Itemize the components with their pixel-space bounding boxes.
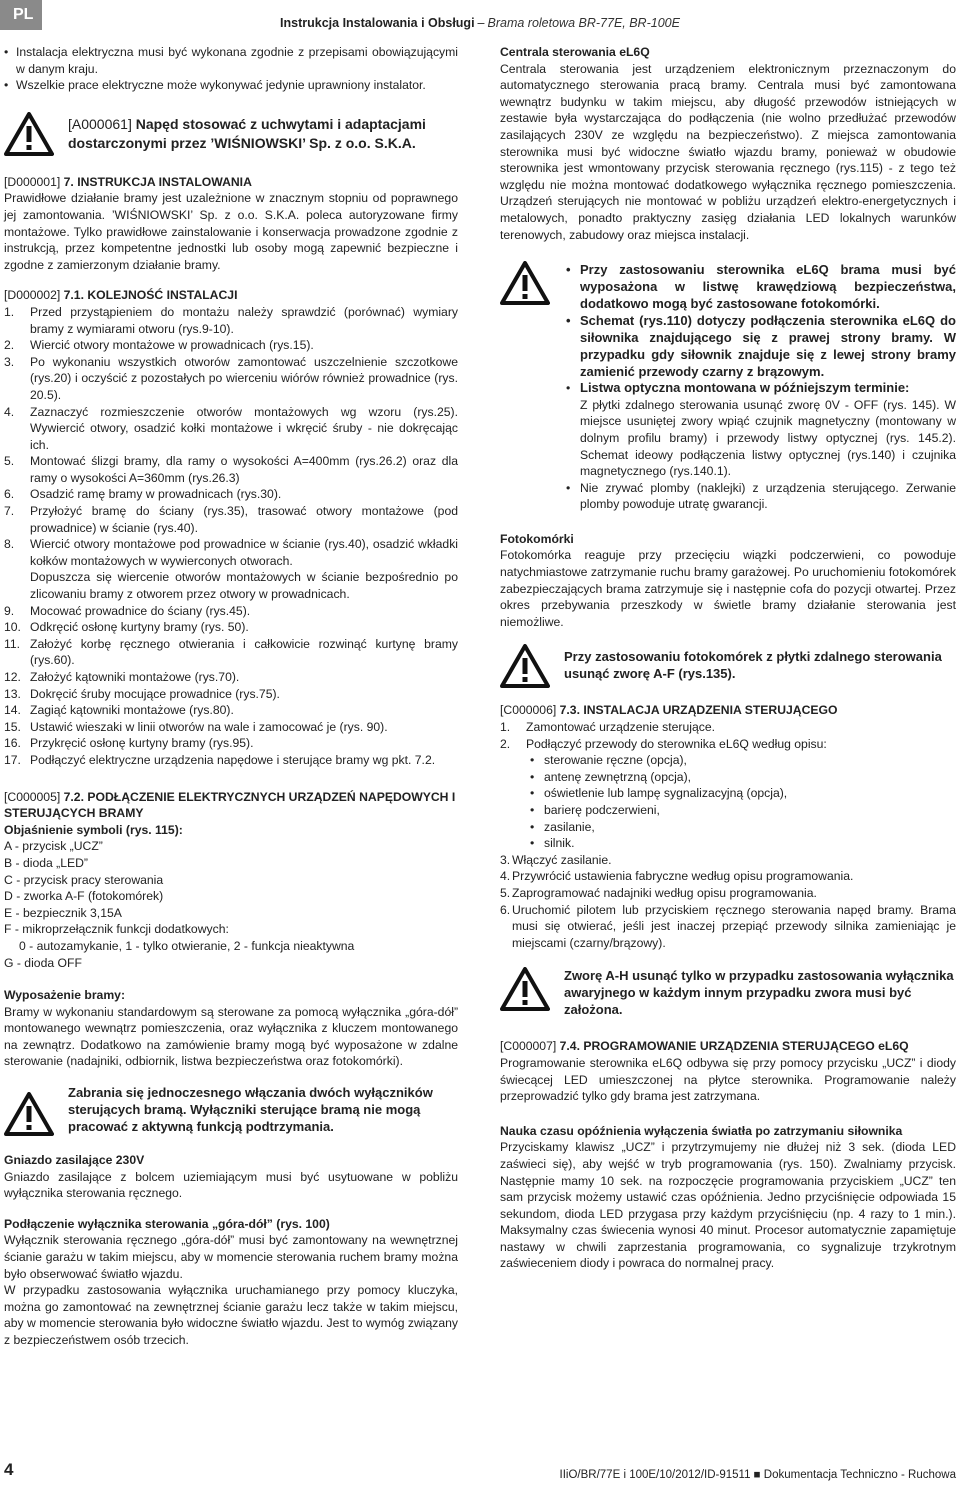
wiring-list xyxy=(526,752,956,852)
section-title: 7. INSTRUKCJA INSTALOWANIA xyxy=(63,174,252,189)
step-item: 2. Podłączyć przewody do sterownika eL6Q według opisu: • sterowanie ręczne (opcja), • antenę zewnętrzną (opcja), • oświetlenie lub lampę sygnalizacyjną (opcja), • barierę podczerwieni, • zasilanie, • silnik. xyxy=(500,736,956,852)
step-item: 6. Osadzić ramę bramy w prowadnicach (rys.30). xyxy=(4,487,282,502)
photocells-body: Fotokomórka reaguje przy przecięciu wiązki podczerwieni, co powoduje natychmiastowe zatrzymanie ruchu bramy garażowej. Po uruchomieniu fotokomórek zabezpieczających brama zatrzymuje się i następnie cofa do pozycji otwartej. Przez okres przebywania przeszkody w świetle bramy działanie sterowania jest niemożliwe. xyxy=(500,548,956,629)
section-title: 7.1. KOLEJNOŚĆ INSTALACJI xyxy=(63,288,238,303)
section-code: [D000002] xyxy=(4,288,64,303)
footer-doc-id: IIiO/BR/77E i 100E/10/2012/ID-91511 ■ Dokumentacja Techniczno - Ruchowa xyxy=(559,1469,956,1481)
step-item: 4. Przywrócić ustawienia fabryczne według opisu programowania. xyxy=(500,869,854,884)
photocells-section xyxy=(500,531,956,631)
learn-delay-body: Przyciskamy klawisz „UCZ” i przytrzymujemy nie dłużej niż 3 sek. (dioda LED zaświeci się), aby wejść w tryb programowania (rys. 150). Zwalniamy przycisk. Następnie mamy 10 sek. na rozpoczęcie programowania przyciskiem „UCZ” ten sam przycisk możemy ustawić czas opóźnienia. Jedno przyciśnięcie odpowiada 15 sekundom, dioda LED przygasa przy każdym przyciśnięciu (np. 4 razy to 1 min.). Maksymalny czas świecenia wynosi 40 minut. Procesor automatycznie zapamiętuje nastawy w chwili zaprzestania programowania, co sygnalizuje trzykrotnym zaświeceniem diody i powraca do normalnej pracy. xyxy=(500,1140,956,1271)
symbol-item: B - dioda „LED” xyxy=(4,855,88,870)
step-item: 3. Włączyć zasilanie. xyxy=(500,852,612,867)
step-item: 8. Wiercić otwory montażowe pod prowadnice w ścianie (rys.40), osadzić wkładki kołków montażowych w wywierconych otworach. Dopuszcza się wiercenie otworów montażowych w ścianie bezpośrednio po zlicowaniu bramy z otworem przez otwory w prowadnicach. xyxy=(4,537,458,602)
learn-delay-section xyxy=(500,1123,956,1272)
socket-body: Gniazdo zasilające z bolcem uziemiającym musi być usytuowane w pobliżu wyłącznika sterowania ręcznego. xyxy=(4,1169,458,1201)
section-7-3 xyxy=(500,702,956,951)
section-body: Prawidłowe działanie bramy jest uzależnione w znacznym stopniu od poprawnego jej zamontowania. ’WIŚNIOWSKI’ Sp. z o.o. S.K.A. poleca autoryzowane firmy montażowe. Tylko prawidłowe zainstalowanie i konserwacja prowadzone zgodnie z instrukcją, przez kompetentne jednostki lub osoby mogą zapewnić bezpieczne i zgodne z zamierzonym działanie bramy. xyxy=(4,191,458,272)
step-item: 15. Ustawić wieszaki w linii otworów na wale i zamocować je (rys. 90). xyxy=(4,719,388,734)
section-7 xyxy=(4,174,458,274)
warning-box-ah xyxy=(500,967,956,1018)
central-section xyxy=(500,44,956,243)
header-title: Instrukcja Instalowania i Obsługi xyxy=(280,16,475,30)
warning-box-a000061 xyxy=(4,112,458,156)
warning-box-photocells xyxy=(500,644,956,688)
left-column xyxy=(4,44,458,1349)
central-body: Centrala sterowania jest urządzeniem elektronicznym przeznaczonym do automatycznego sterowania pracą bramy. Centrala musi być zamontowana wewnątrz budynku w takim miejscu, aby długość przewodów istniejących w zestawie była wystarczająca do podłączenia (nie wolno przedłużać przewodów zasilających 230V ze względu na bezpieczeństwo). Z miejsca zamontowania sterownika musi być widoczne światło wjazdu bramy, ponieważ w obudowie sterownika jest wmontowany przycisk sterowania ręcznego (rys.115) - z tego też względu nie można montować dodatkowego wyłącznika ręcznego pomieszczenia. Urządzeń sterujących nie montować w pobliżu urządzeń elektro-energetycznych i metalowych, ponadto praktyczny zasięg działania LED lokalnych warunków terenowych, zabudowy oraz miejsca instalacji. xyxy=(500,61,956,242)
step-item: 3. Po wykonaniu wszystkich otworów zamontować uszczelnienie szczotkowe (rys.20) i oczyścić z pozostałych po wierceniu wiórów również prowadnice (rys. 20.5). xyxy=(4,354,458,402)
step-item: 17. Podłączyć elektryczne urządzenia napędowe i sterujące bramy wg pkt. 7.2. xyxy=(4,752,436,767)
wiring-item: • barierę podczerwieni, xyxy=(530,802,956,819)
symbol-item: D - zworka A-F (fotokomórek) xyxy=(4,889,164,904)
step-item: 7. Przyłożyć bramę do ściany (rys.35), trasować otwory montażowe (pod prowadnice) w ścianie (rys.40). xyxy=(4,504,458,535)
socket-title: Gniazdo zasilające 230V xyxy=(4,1153,145,1168)
symbols-list xyxy=(4,838,458,971)
section-code: [D000001] xyxy=(4,174,64,189)
section-code: [C000006] xyxy=(500,703,560,718)
header-separator: – xyxy=(477,16,485,30)
install-steps xyxy=(4,304,458,769)
step-item: 9. Mocować prowadnice do ściany (rys.45). xyxy=(4,603,251,618)
step-item: 4. Zaznaczyć rozmieszczenie otworów montażowych wg wzoru (rys.25). Wywiercić otwory, osadzić kołki montażowe i wkręcić śruby - nie dokręcając ich. xyxy=(4,404,458,452)
header-subtitle: Brama roletowa BR-77E, BR-100E xyxy=(487,16,680,30)
socket-section xyxy=(4,1152,458,1202)
step-item: 13. Dokręcić śruby mocujące prowadnice (rys.75). xyxy=(4,686,280,701)
section-7-4 xyxy=(500,1038,956,1104)
wiring-item: • silnik. xyxy=(530,835,956,852)
warning-text: Zworę A-H usunąć tylko w przypadku zastosowania wyłącznika awaryjnego w każdym innym przypadku zwora musi być założona. xyxy=(564,968,954,1018)
warning-icon xyxy=(500,967,550,1011)
step-item: 6. Uruchomić pilotem lub przyciskiem ręcznego sterowania napęd bramy. Brama musi się otwierać, jeśli jest inaczej przepiąć przewody silnika zamieniając je miejscami (czarny/brązowy). xyxy=(500,902,956,950)
learn-delay-title: Nauka czasu opóźnienia wyłączenia światła po zatrzymaniu siłownika xyxy=(500,1123,903,1138)
step-item: 11. Założyć korbę ręcznego otwierania i całkowicie rozwinąć kurtynę bramy (rys.60). xyxy=(4,636,458,668)
step-item: 14. Zagiąć kątowniki montażowe (rys.80). xyxy=(4,703,234,718)
warning-box-switches xyxy=(4,1084,458,1136)
section-7-1 xyxy=(4,287,458,768)
equipment-body: Bramy w wykonaniu standardowym są sterowane za pomocą wyłącznika „góra-dół” montowanego wewnątrz pomieszczenia, oraz wyłącznika z kluczem montowanego na zewnątrz. Dodatkowo na zamówienie bramy mogą być wyposażone w zdalne sterowanie (nadajniki, odbiornik, listwa bezpieczeństwa oraz fotokomórki). xyxy=(4,1004,458,1069)
page-header xyxy=(0,15,960,32)
step-item: 10. Odkręcić osłonę kurtyny bramy (rys. 50). xyxy=(4,620,249,635)
wiring-item: • zasilanie, xyxy=(530,819,956,836)
warning-text: Przy zastosowaniu fotokomórek z płytki zdalnego sterowania usunąć zworę A-F (rys.135). xyxy=(564,649,942,682)
step-item: 1. Zamontować urządzenie sterujące. xyxy=(500,720,716,735)
step-item: 12. Założyć kątowniki montażowe (rys.70). xyxy=(4,670,240,684)
switch-title: Podłączenie wyłącznika sterowania „góra-dół” (rys. 100) xyxy=(4,1216,330,1231)
warning-icon xyxy=(4,112,54,156)
equipment-section xyxy=(4,987,458,1070)
section-body: Programowanie sterownika eL6Q odbywa się przy pomocy przycisku „UCZ” i diody świecącej LED umieszczonej na płytce sterownika. Programowanie należy przeprowadzić tylko gdy brama jest zatrzymana. xyxy=(500,1055,956,1104)
warning-item: • Przy zastosowaniu sterownika eL6Q brama musi być wyposażona w listwę krawędziową bezpieczeństwa, dodatkowo mogą być zastosowane fotokomórki. xyxy=(566,261,956,312)
language-tab: PL xyxy=(0,0,42,30)
intro-bullet: • Wszelkie prace elektryczne może wykonywać jedynie uprawniony instalator. xyxy=(4,77,458,94)
step-item: 2. Wiercić otwory montażowe w prowadnicach (rys.15). xyxy=(4,338,314,353)
symbol-item: G - dioda OFF xyxy=(4,955,82,970)
control-install-steps xyxy=(500,719,956,951)
section-code: [C000005] xyxy=(4,789,64,804)
section-title: 7.3. INSTALACJA URZĄDZENIA STERUJĄCEGO xyxy=(559,703,838,718)
symbol-item: A - przycisk „UCZ” xyxy=(4,839,103,854)
central-title: Centrala sterowania eL6Q xyxy=(500,45,650,59)
warning-item: • Schemat (rys.110) dotyczy podłączenia sterownika eL6Q do siłownika znajdującego się z prawej strony bramy. W przypadku gdy siłownik znajduje się z lewej strony bramy zamienić przewody czarny z brązowym. xyxy=(566,312,956,380)
warning-text: Zabrania się jednoczesnego włączania dwóch wyłączników sterujących bramą. Wyłączniki sterujące bramą nie mogą pracować z aktywną funkcją podtrzymania. xyxy=(68,1085,433,1135)
warning-code: [A000061] xyxy=(68,115,136,132)
symbol-subitem: 0 - autozamykanie, 1 - tylko otwieranie, 2 - funkcja nieaktywna xyxy=(19,938,355,953)
section-code: [C000007] xyxy=(500,1039,560,1054)
step-item: 1. Przed przystąpieniem do montażu należy sprawdzić (porównać) wymiary bramy z wymiarami otworu (rys.9-10). xyxy=(4,304,458,336)
switch-body: Wyłącznik sterowania ręcznego „góra-dół” musi być zamontowany na wewnętrznej ścianie garażu w takim miejscu, aby w momencie sterowania ruchem bramy można było obserwować światło wjazdu. xyxy=(4,1233,458,1281)
step-item: 5. Zaprogramować nadajniki według opisu programowania. xyxy=(500,885,817,900)
intro-bullet: • Instalacja elektryczna musi być wykonana zgodnie z przepisami obowiązującymi w danym kraju. xyxy=(4,44,458,77)
section-title: 7.2. PODŁĄCZENIE ELEKTRYCZNYCH URZĄDZEŃ NAPĘDOWYCH I STERUJĄCYCH BRAMY xyxy=(4,789,456,821)
warning-list xyxy=(566,261,956,513)
warning-item: • Listwa optyczna montowana w późniejszym terminie: Z płytki zdalnego sterowania usunąć zworę 0V - OFF (rys. 145). W miejsce usuniętej zwory wpiąć czujnik magnetyczny (montowany w dolnym profilu bramy) i przewody listwy optycznej (rys. 145.2). Schemat ideowy podłączenia listwy optycznej (rys.140) i czujnika magnetycznego (rys.140.1). xyxy=(566,380,956,480)
wiring-item: • oświetlenie lub lampę sygnalizacyjną (opcja), xyxy=(530,785,956,802)
section-7-2 xyxy=(4,789,458,972)
wiring-item: • sterowanie ręczne (opcja), xyxy=(530,752,956,769)
warning-item: • Nie zrywać plomby (naklejki) z urządzenia sterującego. Zerwanie plomby powoduje utratę gwarancji. xyxy=(566,480,956,513)
right-column xyxy=(500,44,956,1272)
wiring-item: • antenę zewnętrzną (opcja), xyxy=(530,769,956,786)
photocells-title: Fotokomórki xyxy=(500,531,574,546)
warning-text: Napęd stosować z uchwytami i adaptacjami dostarczonymi przez ’WIŚNIOWSKI’ Sp. z o.o. S.K.A. xyxy=(68,115,426,151)
warning-icon xyxy=(4,1092,54,1136)
symbol-item: F - mikroprzełącznik funkcji dodatkowych: xyxy=(4,922,229,937)
page-number: 4 xyxy=(4,1460,14,1479)
equipment-title: Wyposażenie bramy: xyxy=(4,988,126,1003)
step-item: 5. Montować ślizgi bramy, dla ramy o wysokości A=400mm (rys.26.2) oraz dla ramy o wysokości A=360mm (rys.26.3) xyxy=(4,454,458,485)
step-item: 16. Przykręcić osłonę kurtyny bramy (rys.95). xyxy=(4,736,254,751)
warning-icon xyxy=(500,261,550,305)
symbol-item: C - przycisk pracy sterowania xyxy=(4,872,164,887)
section-title: 7.4. PROGRAMOWANIE URZĄDZENIA STERUJĄCEGO eL6Q xyxy=(559,1039,909,1054)
warning-box-el6q xyxy=(500,261,956,513)
warning-icon xyxy=(500,644,550,688)
switch-section xyxy=(4,1216,458,1349)
symbols-title: Objaśnienie symboli (rys. 115): xyxy=(4,822,183,837)
switch-body: W przypadku zastosowania wyłącznika uruchamianego przy pomocy kluczyka, można go zamontować na zewnętrznej ścianie garażu lecz także w takim miejscu, aby w momencie sterowania było widoczne światło wjazdu. Jest to wymóg związany z bezpieczeństwem osób trzecich. xyxy=(4,1283,458,1347)
symbol-item: E - bezpiecznik 3,15A xyxy=(4,905,122,920)
